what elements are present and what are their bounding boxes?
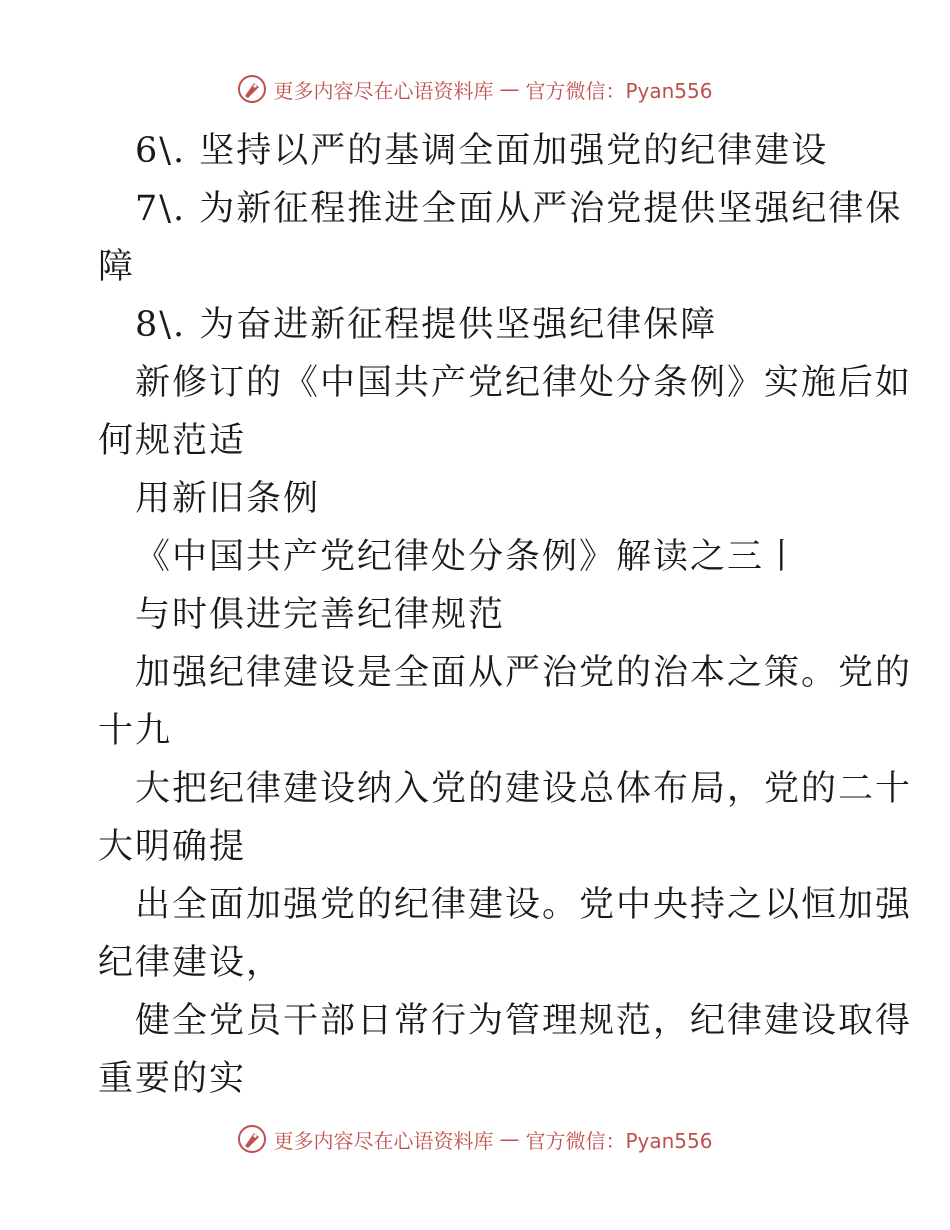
watermark-account: 官方微信：Pyan556	[525, 1128, 713, 1153]
text-line: 障	[98, 247, 136, 287]
watermark-brand: 更多内容尽在心语资料库	[273, 78, 494, 103]
text-line: 《中国共产党纪律处分条例》解读之三丨	[135, 537, 802, 577]
watermark-brand: 更多内容尽在心语资料库	[273, 1128, 494, 1153]
text-line: 与时俱进完善纪律规范	[135, 595, 506, 635]
text-line: 大把纪律建设纳入党的建设总体布局，党的二十	[135, 769, 913, 809]
text-line: 6\. 坚持以严的基调全面加强党的纪律建设	[135, 131, 829, 171]
text-line: 大明确提	[98, 827, 247, 867]
watermark-account: 官方微信：Pyan556	[525, 78, 713, 103]
pen-nib-logo-icon	[237, 74, 267, 104]
text-line: 新修订的《中国共产党纪律处分条例》实施后如	[135, 363, 913, 403]
text-line: 加强纪律建设是全面从严治党的治本之策。党的	[135, 653, 913, 693]
header-watermark	[0, 74, 950, 104]
watermark-dash: —	[499, 1127, 520, 1151]
text-line: 重要的实	[98, 1059, 247, 1099]
text-line: 用新旧条例	[135, 479, 321, 519]
text-line: 纪律建设，	[98, 943, 284, 983]
text-line: 8\. 为奋进新征程提供坚强纪律保障	[135, 305, 718, 345]
text-line: 出全面加强党的纪律建设。党中央持之以恒加强	[135, 885, 913, 925]
document-body	[98, 122, 913, 1108]
pen-nib-logo-icon	[237, 1124, 267, 1154]
text-line: 何规范适	[98, 421, 247, 461]
watermark-dash: —	[499, 77, 520, 101]
text-line: 健全党员干部日常行为管理规范，纪律建设取得	[135, 1001, 913, 1041]
footer-watermark	[0, 1124, 950, 1154]
text-line: 7\. 为新征程推进全面从严治党提供坚强纪律保	[135, 189, 903, 229]
text-line: 十九	[98, 711, 173, 751]
